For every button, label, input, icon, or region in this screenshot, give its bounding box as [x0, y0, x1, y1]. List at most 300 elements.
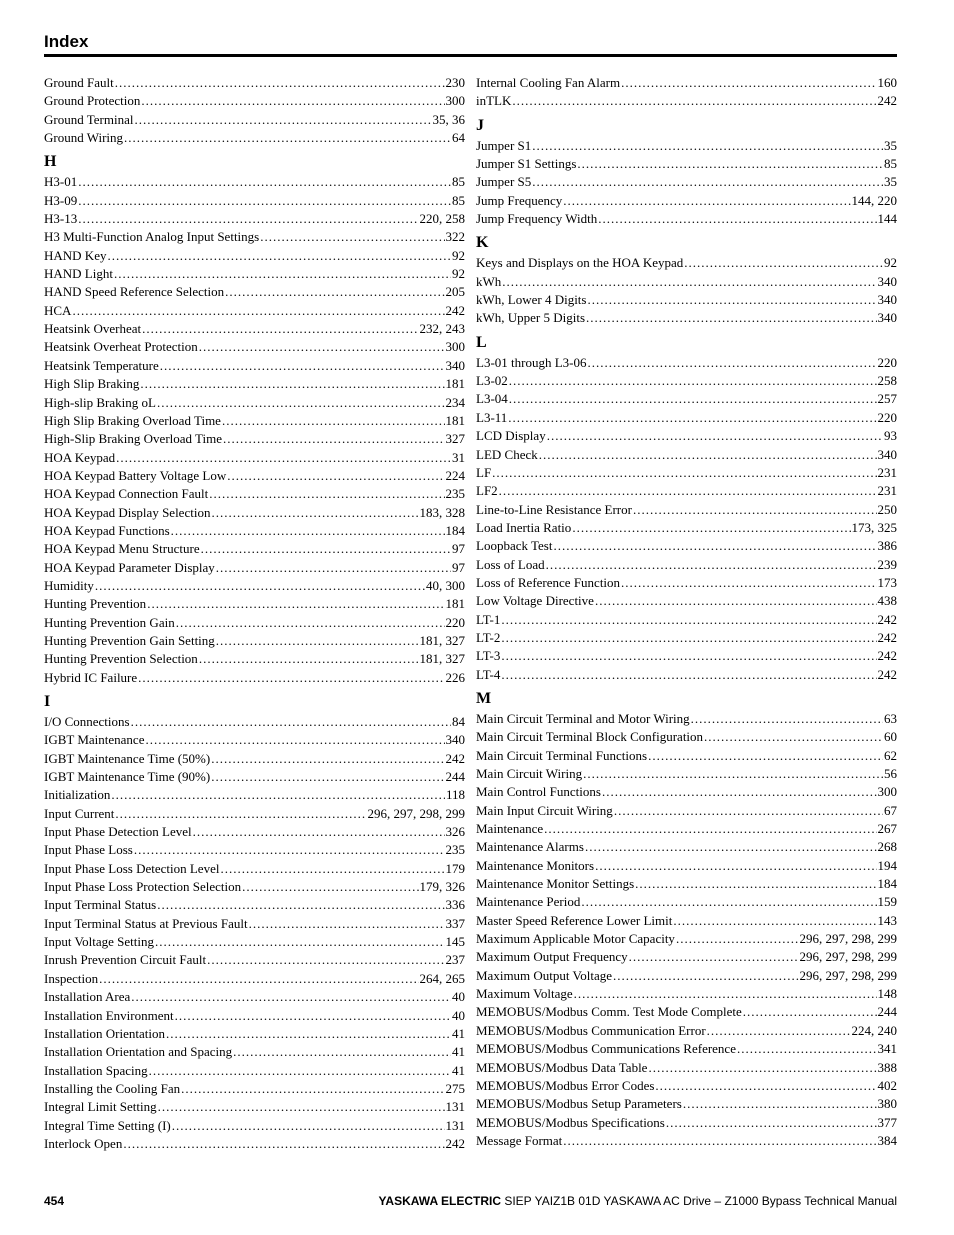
index-page-ref: 326 — [445, 824, 465, 840]
index-page-ref: 41 — [452, 1044, 465, 1060]
index-entry — [476, 427, 897, 445]
index-page-ref: 340 — [445, 732, 465, 748]
dot-leader — [147, 595, 444, 613]
dot-leader — [199, 650, 419, 668]
dot-leader — [123, 1135, 444, 1153]
index-term: Hybrid IC Failure — [44, 669, 138, 685]
index-entry — [476, 765, 897, 783]
index-entry — [476, 967, 897, 985]
index-entry — [44, 1080, 465, 1098]
dot-leader — [141, 92, 444, 110]
index-page-ref: 184 — [445, 522, 465, 538]
dot-leader — [704, 728, 883, 746]
index-term: Jump Frequency Width — [476, 211, 598, 227]
dot-leader — [587, 354, 876, 372]
index-page-ref: 97 — [452, 559, 465, 575]
index-entry — [44, 841, 465, 859]
dot-leader — [78, 173, 451, 191]
index-term: HAND Speed Reference Selection — [44, 284, 225, 300]
index-term: Ground Protection — [44, 93, 141, 109]
dot-leader — [614, 802, 883, 820]
index-term: High-slip Braking oL — [44, 394, 156, 410]
index-term: L3-11 — [476, 409, 508, 425]
index-term: HOA Keypad Connection Fault — [44, 486, 209, 502]
index-entry — [44, 302, 465, 320]
index-term: kWh — [476, 273, 502, 289]
index-term: Low Voltage Directive — [476, 593, 594, 609]
index-term: MEMOBUS/Modbus Specifications — [476, 1114, 665, 1130]
index-page-ref: 242 — [877, 93, 897, 109]
index-term: Installing the Cooling Fan — [44, 1080, 181, 1096]
index-page-ref: 220 — [877, 354, 897, 370]
index-term: Ground Fault — [44, 75, 114, 90]
index-page-ref: 92 — [884, 255, 897, 271]
index-page-ref: 340 — [445, 357, 465, 373]
index-page-ref: 231 — [877, 464, 897, 480]
index-page-ref: 244 — [877, 1004, 897, 1020]
index-term: Integral Limit Setting — [44, 1099, 157, 1115]
index-entry — [476, 291, 897, 309]
index-page-ref: 40 — [452, 989, 465, 1005]
index-term: Installation Area — [44, 989, 131, 1005]
dot-leader — [172, 1117, 445, 1135]
dot-leader — [220, 860, 444, 878]
dot-leader — [193, 823, 445, 841]
index-entry — [476, 390, 897, 408]
dot-leader — [216, 559, 451, 577]
index-page-ref: 143 — [877, 912, 897, 928]
index-entry — [476, 173, 897, 191]
index-page-ref: 300 — [877, 784, 897, 800]
index-page-ref: 183, 328 — [419, 504, 465, 520]
index-page-ref: 327 — [445, 431, 465, 447]
index-term: Input Phase Loss — [44, 842, 133, 858]
dot-leader — [78, 210, 418, 228]
index-term: Main Circuit Terminal and Motor Wiring — [476, 710, 690, 726]
dot-leader — [539, 446, 877, 464]
index-term: LT-3 — [476, 648, 501, 664]
index-page-ref: 35 — [884, 174, 897, 190]
dot-leader — [574, 985, 877, 1003]
index-term: HAND Key — [44, 247, 107, 263]
index-term: H3-01 — [44, 174, 78, 190]
dot-leader — [233, 1043, 451, 1061]
footer-doc-title: SIEP YAIZ1B 01D YASKAWA AC Drive – Z1000 Bypass Technical Manual — [504, 1194, 897, 1208]
dot-leader — [223, 430, 444, 448]
index-term: Input Phase Loss Detection Level — [44, 860, 220, 876]
index-entry — [44, 111, 465, 129]
dot-leader — [635, 875, 876, 893]
index-entry — [44, 768, 465, 786]
index-page-ref: 194 — [877, 857, 897, 873]
index-term: Hunting Prevention Gain — [44, 614, 175, 630]
index-entry — [44, 1062, 465, 1080]
index-entry — [44, 375, 465, 393]
dot-leader — [684, 254, 883, 272]
index-term: Main Input Circuit Wiring — [476, 802, 613, 818]
index-page-ref: 322 — [445, 229, 465, 245]
footer-company: YASKAWA ELECTRIC — [378, 1194, 501, 1208]
index-entry — [476, 92, 897, 110]
dot-leader — [587, 291, 876, 309]
index-term: Interlock Open — [44, 1135, 123, 1151]
index-column-right — [476, 74, 897, 1150]
index-term: Keys and Displays on the HOA Keypad — [476, 255, 684, 271]
index-entry — [44, 1117, 465, 1135]
index-page-ref: 230 — [445, 75, 465, 90]
dot-leader — [655, 1077, 876, 1095]
index-term: LT-4 — [476, 666, 501, 682]
dot-leader — [227, 467, 444, 485]
index-entry — [476, 354, 897, 372]
dot-leader — [572, 519, 850, 537]
index-entry — [44, 786, 465, 804]
dot-leader — [633, 501, 877, 519]
index-page-ref: 93 — [884, 428, 897, 444]
index-page-ref: 242 — [877, 629, 897, 645]
index-entry — [44, 896, 465, 914]
dot-leader — [648, 1059, 876, 1077]
index-term: Loss of Reference Function — [476, 574, 621, 590]
index-page-ref: 234 — [445, 394, 465, 410]
index-term: IGBT Maintenance Time (90%) — [44, 769, 211, 785]
index-group-i-continued — [476, 74, 897, 111]
dot-leader — [114, 265, 451, 283]
dot-leader — [157, 896, 444, 914]
index-entry — [44, 467, 465, 485]
index-entry — [476, 1132, 897, 1150]
index-term: HOA Keypad Battery Voltage Low — [44, 467, 227, 483]
page-title: Index — [44, 32, 89, 51]
index-page-ref: 224 — [445, 467, 465, 483]
index-page-ref: 85 — [884, 156, 897, 172]
index-entry — [44, 92, 465, 110]
dot-leader — [683, 1095, 877, 1113]
index-letter-m: M — [476, 689, 492, 707]
dot-leader — [107, 247, 451, 265]
index-term: MEMOBUS/Modbus Setup Parameters — [476, 1096, 682, 1112]
index-entry — [44, 485, 465, 503]
index-entry — [476, 802, 897, 820]
index-entry — [44, 860, 465, 878]
index-term: Initialization — [44, 787, 111, 803]
dot-leader — [598, 210, 876, 228]
index-entry — [476, 728, 897, 746]
index-page-ref: 159 — [877, 894, 897, 910]
index-page-ref: 62 — [884, 747, 897, 763]
index-entry — [44, 1007, 465, 1025]
index-entry — [44, 731, 465, 749]
dot-leader — [532, 173, 883, 191]
index-entry — [476, 912, 897, 930]
index-group-m — [476, 710, 897, 1150]
dot-leader — [492, 464, 876, 482]
index-page-ref: 220, 258 — [419, 211, 465, 227]
index-term: HAND Light — [44, 266, 113, 282]
index-term: Maximum Voltage — [476, 986, 573, 1002]
index-entry — [44, 540, 465, 558]
index-term: Maximum Output Frequency — [476, 949, 628, 965]
dot-leader — [595, 857, 876, 875]
index-entry — [476, 893, 897, 911]
index-entry — [476, 1095, 897, 1113]
index-term: Input Terminal Status at Previous Fault — [44, 915, 248, 931]
index-term: High Slip Braking — [44, 376, 140, 392]
dot-leader — [621, 574, 876, 592]
index-term: High-Slip Braking Overload Time — [44, 431, 223, 447]
dot-leader — [553, 537, 876, 555]
index-page-ref: 275 — [445, 1080, 465, 1096]
index-page-ref: 144, 220 — [851, 192, 897, 208]
index-entry — [44, 970, 465, 988]
index-term: Heatsink Temperature — [44, 357, 159, 373]
index-page-ref: 388 — [877, 1059, 897, 1075]
index-term: HOA Keypad Display Selection — [44, 504, 211, 520]
dot-leader — [111, 786, 445, 804]
index-entry — [44, 915, 465, 933]
dot-leader — [140, 375, 444, 393]
index-page-ref: 92 — [452, 247, 465, 263]
index-page-ref: 257 — [877, 391, 897, 407]
dot-leader — [595, 592, 877, 610]
index-term: Input Voltage Setting — [44, 934, 155, 950]
index-page-ref: 64 — [452, 130, 465, 146]
index-entry — [476, 372, 897, 390]
dot-leader — [621, 74, 876, 92]
index-entry — [476, 537, 897, 555]
index-entry — [44, 933, 465, 951]
index-entry — [476, 592, 897, 610]
dot-leader — [260, 228, 444, 246]
index-term: MEMOBUS/Modbus Error Codes — [476, 1077, 655, 1093]
index-entry — [476, 482, 897, 500]
index-term: Input Terminal Status — [44, 897, 157, 913]
index-term: LF — [476, 464, 492, 480]
index-term: Maintenance Monitor Settings — [476, 876, 635, 892]
index-letter-l: L — [476, 333, 487, 351]
index-page-ref: 296, 297, 298, 299 — [799, 949, 897, 965]
dot-leader — [743, 1003, 877, 1021]
index-page-ref: 300 — [445, 93, 465, 109]
dot-leader — [175, 1007, 451, 1025]
index-entry — [476, 747, 897, 765]
index-term: Maximum Applicable Motor Capacity — [476, 931, 675, 947]
index-term: Maintenance Monitors — [476, 857, 595, 873]
index-entry — [476, 647, 897, 665]
index-term: H3-13 — [44, 211, 78, 227]
index-term: Hunting Prevention Selection — [44, 651, 198, 667]
dot-leader — [95, 577, 425, 595]
index-page-ref: 131 — [445, 1117, 465, 1133]
index-term: Master Speed Reference Lower Limit — [476, 912, 673, 928]
index-term: Jumper S5 — [476, 174, 532, 190]
index-entry — [476, 309, 897, 327]
index-page-ref: 181 — [445, 596, 465, 612]
index-entry — [44, 951, 465, 969]
dot-leader — [124, 129, 451, 147]
index-term: Ground Terminal — [44, 111, 134, 127]
index-term: Ground Wiring — [44, 130, 124, 146]
dot-leader — [134, 111, 431, 129]
index-page-ref: 242 — [877, 666, 897, 682]
dot-leader — [499, 482, 877, 500]
index-page-ref: 145 — [445, 934, 465, 950]
index-entry — [476, 556, 897, 574]
header-rule — [44, 54, 897, 57]
index-page-ref: 35, 36 — [432, 111, 465, 127]
dot-leader — [216, 632, 419, 650]
index-page-ref: 232, 243 — [419, 321, 465, 337]
index-term: Jumper S1 — [476, 137, 532, 153]
dot-leader — [145, 731, 444, 749]
index-page-ref: 184 — [877, 876, 897, 892]
index-term: Installation Spacing — [44, 1062, 148, 1078]
dot-leader — [155, 933, 444, 951]
index-term: inTLK — [476, 93, 512, 109]
index-group-j — [476, 137, 897, 229]
index-entry — [476, 857, 897, 875]
index-term: Installation Orientation and Spacing — [44, 1044, 233, 1060]
dot-leader — [166, 1025, 451, 1043]
index-page-ref: 384 — [877, 1132, 897, 1148]
index-term: Jump Frequency — [476, 192, 563, 208]
dot-leader — [199, 338, 445, 356]
dot-leader — [72, 302, 444, 320]
index-term: Integral Time Setting (I) — [44, 1117, 171, 1133]
index-page-ref: 181 — [445, 412, 465, 428]
index-term: Maintenance Alarms — [476, 839, 584, 855]
index-page-ref: 244 — [445, 769, 465, 785]
index-entry — [476, 985, 897, 1003]
index-entry — [44, 559, 465, 577]
dot-leader — [602, 783, 877, 801]
dot-leader — [581, 893, 876, 911]
index-page-ref: 41 — [452, 1025, 465, 1041]
index-page-ref: 340 — [877, 273, 897, 289]
index-entry — [44, 247, 465, 265]
dot-leader — [502, 273, 876, 291]
dot-leader — [171, 522, 445, 540]
index-page-ref: 340 — [877, 292, 897, 308]
index-term: HOA Keypad — [44, 449, 116, 465]
index-entry — [476, 1077, 897, 1095]
index-term: Input Current — [44, 805, 115, 821]
dot-leader — [115, 805, 366, 823]
index-page-ref: 296, 297, 298, 299 — [799, 931, 897, 947]
index-group-g — [44, 74, 465, 147]
index-page-ref: 205 — [445, 284, 465, 300]
index-entry — [476, 446, 897, 464]
dot-leader — [211, 504, 418, 522]
index-page-ref: 296, 297, 298, 299 — [799, 967, 897, 983]
index-page-ref: 181, 327 — [419, 651, 465, 667]
index-page-ref: 386 — [877, 538, 897, 554]
index-term: Message Format — [476, 1132, 563, 1148]
index-entry — [476, 930, 897, 948]
index-page-ref: 237 — [445, 952, 465, 968]
index-term: Heatsink Overheat Protection — [44, 339, 198, 355]
index-group-k — [476, 254, 897, 327]
index-page-ref: 337 — [445, 915, 465, 931]
dot-leader — [225, 283, 444, 301]
dot-leader — [666, 1114, 877, 1132]
index-term: High Slip Braking Overload Time — [44, 412, 221, 428]
dot-leader — [509, 372, 877, 390]
index-page-ref: 85 — [452, 174, 465, 190]
index-page-ref: 377 — [877, 1114, 897, 1130]
index-page-ref: 340 — [877, 310, 897, 326]
index-page-ref: 56 — [884, 766, 897, 781]
index-entry — [476, 273, 897, 291]
index-entry — [44, 1043, 465, 1061]
index-entry — [476, 875, 897, 893]
index-entry — [44, 228, 465, 246]
index-page-ref: 267 — [877, 821, 897, 837]
dot-leader — [501, 629, 876, 647]
index-group-l — [476, 354, 897, 684]
index-entry — [44, 283, 465, 301]
index-page-ref: 92 — [452, 266, 465, 282]
dot-leader — [563, 192, 850, 210]
dot-leader — [99, 970, 418, 988]
index-page-ref: 173 — [877, 574, 897, 590]
index-entry — [476, 137, 897, 155]
index-entry — [476, 155, 897, 173]
dot-leader — [508, 409, 876, 427]
dot-leader — [707, 1022, 851, 1040]
dot-leader — [586, 309, 876, 327]
index-page-ref: 242 — [877, 648, 897, 664]
dot-leader — [115, 74, 445, 92]
index-term: Input Phase Loss Protection Selection — [44, 879, 242, 895]
index-page-ref: 31 — [452, 449, 465, 465]
index-page-ref: 340 — [877, 446, 897, 462]
index-entry — [476, 192, 897, 210]
index-column-left — [44, 74, 465, 1153]
index-entry — [44, 750, 465, 768]
index-page-ref: 268 — [877, 839, 897, 855]
index-page-ref: 258 — [877, 373, 897, 389]
index-entry — [44, 357, 465, 375]
index-entry — [476, 666, 897, 684]
index-entry — [44, 650, 465, 668]
index-entry — [476, 464, 897, 482]
index-entry — [44, 129, 465, 147]
index-entry — [476, 574, 897, 592]
index-entry — [44, 412, 465, 430]
dot-leader — [585, 838, 877, 856]
index-page-ref: 226 — [445, 669, 465, 685]
index-entry — [44, 1025, 465, 1043]
index-entry — [44, 430, 465, 448]
dot-leader — [149, 1062, 451, 1080]
index-term: L3-04 — [476, 391, 508, 407]
index-entry — [44, 449, 465, 467]
index-term: L3-01 through L3-06 — [476, 354, 587, 370]
dot-leader — [211, 768, 444, 786]
index-entry — [44, 338, 465, 356]
index-page-ref: 63 — [884, 710, 897, 726]
index-page-ref: 235 — [445, 486, 465, 502]
index-entry — [44, 210, 465, 228]
index-page-ref: 181, 327 — [419, 632, 465, 648]
dot-leader — [131, 988, 451, 1006]
dot-leader — [116, 449, 451, 467]
index-entry — [44, 1135, 465, 1153]
index-term: H3-09 — [44, 192, 78, 208]
index-page-ref: 239 — [877, 556, 897, 572]
dot-leader — [563, 1132, 876, 1150]
